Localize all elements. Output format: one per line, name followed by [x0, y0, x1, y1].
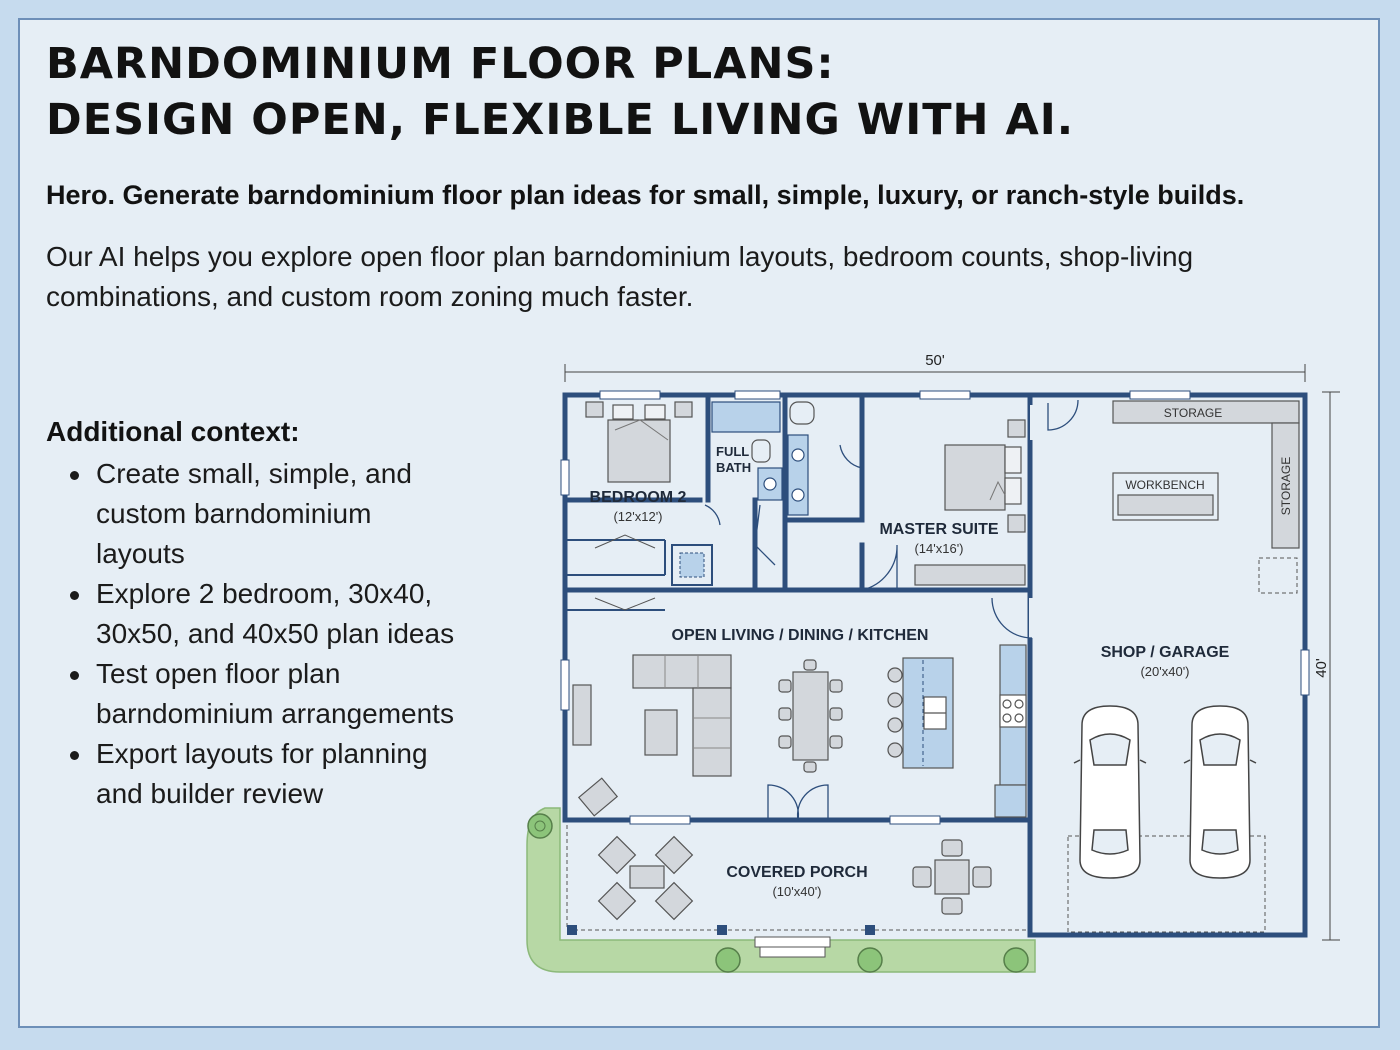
- room-label-porch: COVERED PORCH: [726, 864, 868, 881]
- room-label-master-suite: MASTER SUITE: [879, 521, 999, 538]
- storage-label-top: STORAGE: [1163, 406, 1223, 420]
- context-item: Explore 2 bedroom, 30x40, 30x50, and 40x50 plan ideas: [46, 574, 466, 654]
- title-line-1: BARNDOMINIUM FLOOR PLANS:: [46, 39, 835, 89]
- context-item: Export layouts for planning and builder review: [46, 734, 466, 814]
- context-list: [46, 454, 466, 814]
- room-label-shop: SHOP / GARAGE: [1100, 644, 1230, 661]
- car-icon: [1074, 706, 1146, 878]
- room-label-full-bath-1: FULL: [716, 444, 750, 459]
- room-size-bedroom-2: (12'x12'): [613, 509, 663, 524]
- floor-plan: [500, 320, 1360, 980]
- workbench-label: WORKBENCH: [1125, 478, 1205, 492]
- description: Our AI helps you explore open floor plan barndominium layouts, bedroom counts, shop-living combinations, and custom room zoning much faster.: [46, 241, 1194, 312]
- context-heading: Additional context:: [46, 416, 300, 447]
- title-line-2: DESIGN OPEN, FLEXIBLE LIVING WITH AI.: [46, 95, 1075, 145]
- room-label-full-bath-2: BATH: [716, 460, 752, 475]
- depth-dimension-label: 40': [1313, 658, 1330, 678]
- context-item: Create small, simple, and custom barndominium layouts: [46, 454, 466, 574]
- page-title: [46, 36, 1074, 148]
- hero-subtitle: Hero. Generate barndominium floor plan ideas for small, simple, luxury, or ranch-style builds.: [46, 180, 1245, 210]
- storage-label-side: STORAGE: [1279, 456, 1293, 516]
- room-label-bedroom-2: BEDROOM 2: [589, 489, 687, 506]
- width-dimension-label: 50': [925, 352, 945, 369]
- room-size-porch: (10'x40'): [772, 884, 822, 899]
- car-icon: [1184, 706, 1256, 878]
- context-item: Test open floor plan barndominium arrangements: [46, 654, 466, 734]
- room-size-master-suite: (14'x16'): [914, 541, 964, 556]
- room-size-shop: (20'x40'): [1140, 664, 1190, 679]
- room-label-living: OPEN LIVING / DINING / KITCHEN: [671, 627, 929, 644]
